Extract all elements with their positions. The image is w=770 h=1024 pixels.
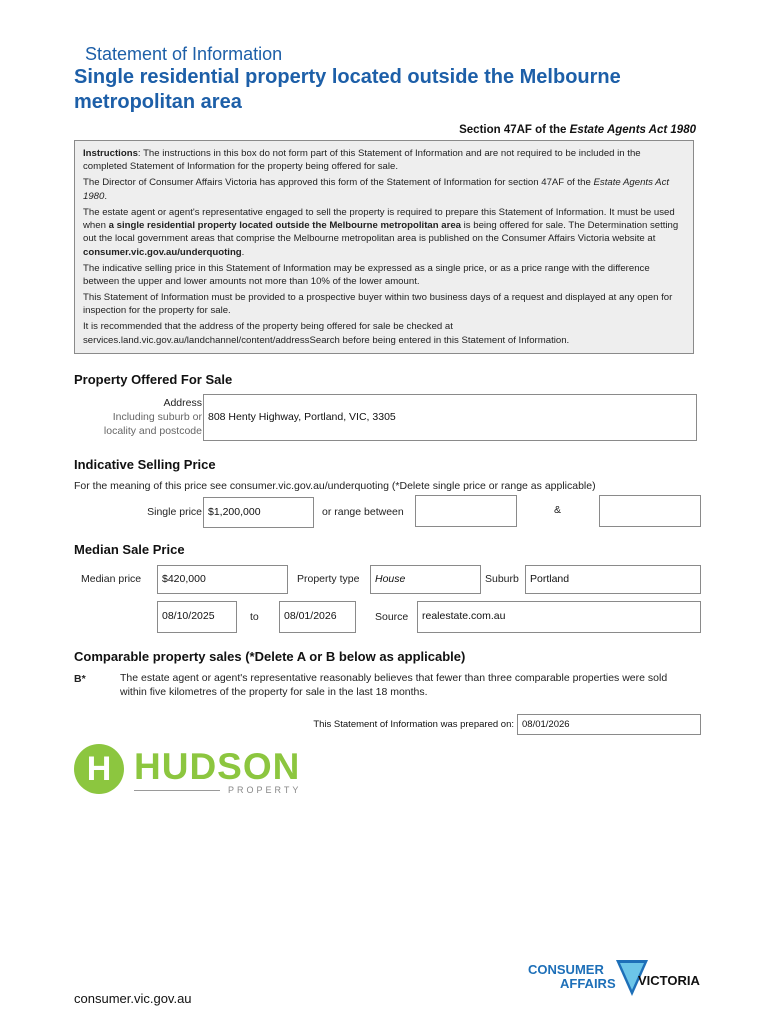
instructions-p4: The indicative selling price in this Statement of Information may be expressed as a single price, or as a price range with the difference between the upper and lower amounts not more than 10% of the lower amount. <box>83 262 650 288</box>
option-b-marker: B* <box>74 673 86 685</box>
instructions-label: Instructions <box>83 148 138 159</box>
page-title: Single residential property located outside the Melbourne metropolitan area <box>74 66 621 113</box>
median-price-field[interactable]: $420,000 <box>157 565 288 594</box>
indicative-heading: Indicative Selling Price <box>74 457 216 472</box>
instructions-p1 <box>83 147 685 174</box>
agency-logo-word: HUDSON <box>134 746 301 787</box>
cav-line-2: AFFAIRS <box>560 976 616 991</box>
agency-logo-sub: PROPERTY <box>228 785 302 795</box>
underquoting-link[interactable]: consumer.vic.gov.au/underquoting <box>83 246 242 258</box>
comparable-heading: Comparable property sales (*Delete A or B below as applicable) <box>74 649 466 664</box>
instructions-p2-act: Estate Agents Act 1980 <box>83 177 670 202</box>
instructions-p3-end: . <box>241 246 245 258</box>
single-price-label: Single price <box>147 506 202 518</box>
option-b-text: The estate agent or agent's representative reasonably believes that fewer than three comparable properties were sold within five kilometres of the property for sale in the last 18 months. <box>120 672 668 698</box>
range-ampersand: & <box>554 504 562 516</box>
range-high-field[interactable] <box>599 495 701 527</box>
property-type-label: Property type <box>297 573 360 585</box>
period-to-label: to <box>250 611 259 623</box>
address-sublabel-2: locality and postcode <box>103 425 202 437</box>
address-label-block <box>104 396 202 438</box>
suburb-field[interactable]: Portland <box>525 565 701 594</box>
source-field[interactable]: realestate.com.au <box>417 601 701 633</box>
instructions-p5: This Statement of Information must be provided to a prospective buyer within two business days of a request and displayed at any open for inspection for the property for sale. <box>83 292 673 317</box>
cav-line-1: CONSUMER <box>528 962 604 977</box>
instructions-p1-text: : The instructions in this box do not form part of this Statement of Information and are not required to be included in the completed Statement of Information for the property being offered for sale. <box>83 148 641 173</box>
period-to-field[interactable]: 08/01/2026 <box>279 601 356 633</box>
median-price-label: Median price <box>81 573 142 585</box>
agency-logo-rule <box>134 790 220 791</box>
address-sublabel-1: Including suburb or <box>112 411 202 423</box>
footer-url[interactable]: consumer.vic.gov.au <box>74 991 192 1006</box>
address-label: Address <box>163 397 202 409</box>
section-reference <box>459 124 696 136</box>
instructions-p6: It is recommended that the address of the property being offered for sale be checked at services.land.vic.gov.au/landchannel/content/addressSearch before being entered in this Statement of Information. <box>83 321 570 346</box>
instructions-p3 <box>83 206 685 260</box>
agency-logo-mark: H <box>74 744 124 794</box>
prepared-label: This Statement of Information was prepared on: <box>313 719 514 730</box>
address-field[interactable]: 808 Henty Highway, Portland, VIC, 3305 <box>203 394 697 441</box>
instructions-p2-text: The Director of Consumer Affairs Victoria has approved this form of the Statement of Information for section 47AF of the <box>83 177 594 189</box>
range-low-field[interactable] <box>415 495 517 527</box>
instructions-p2 <box>83 176 685 203</box>
period-from-field[interactable]: 08/10/2025 <box>157 601 237 633</box>
median-heading: Median Sale Price <box>74 542 185 557</box>
source-label: Source <box>375 611 409 623</box>
instructions-p3-bold: a single residential property located outside the Melbourne metropolitan area <box>108 220 461 232</box>
section-prefix: Section 47AF of the <box>459 124 570 136</box>
instructions-p3-a: The estate agent or agent's representative engaged to sell the property is required to prepare this Statement of Information. It must be used when <box>83 206 675 232</box>
form-subtitle: Statement of Information <box>85 44 283 64</box>
prepared-date-field[interactable]: 08/01/2026 <box>517 714 701 735</box>
cav-line-3: VICTORIA <box>638 973 700 988</box>
instructions-p3-b: is being offered for sale. The Determination setting out the local government areas that comprise the Melbourne metropolitan area is published on the Consumer Affairs Victoria website at <box>83 220 679 245</box>
property-heading: Property Offered For Sale <box>74 372 233 387</box>
section-act: Estate Agents Act 1980 <box>569 124 696 136</box>
range-label: or range between <box>322 506 404 518</box>
property-type-field[interactable]: House <box>370 565 481 594</box>
suburb-label: Suburb <box>485 573 519 585</box>
indicative-note: For the meaning of this price see consumer.vic.gov.au/underquoting (*Delete single price or range as applicable) <box>74 480 596 492</box>
single-price-field[interactable]: $1,200,000 <box>203 497 314 528</box>
instructions-box <box>74 140 694 354</box>
instructions-p2-end: . <box>104 190 108 202</box>
